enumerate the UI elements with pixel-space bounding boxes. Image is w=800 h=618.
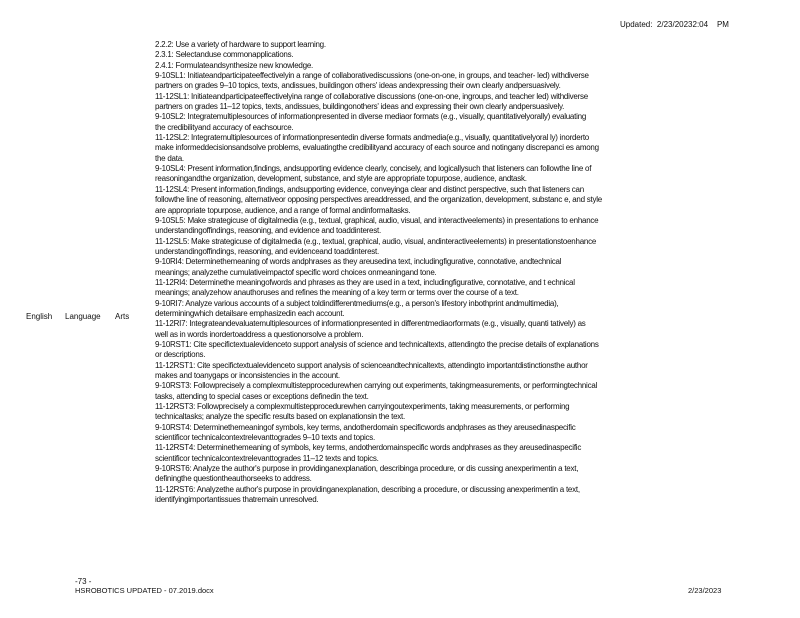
standard-line: meanings; analyzethe cumulativeimpactof specific word choices onmeaningand tone. [155, 267, 437, 277]
footer-date: 2/23/2023 [688, 586, 722, 595]
standard-line: 9-10SL1: Initiateandparticipateeffectivelyin a range of collaborativediscussions (one-on-one, in groups, and teacher- led) withdiverse [155, 71, 589, 81]
standard-line: reasoningandthe organization, development, substance, and style are appropriate topurpose, audience, andtask. [155, 174, 527, 184]
standard-line: 11-12SL4: Present information,findings, andsupporting evidence, conveyinga clear and distinct perspective, such that listeners can [155, 184, 584, 194]
standard-line: scientificor technicalcontextrelevanttogrades 9–10 texts and topics. [155, 433, 376, 443]
standard-line: the data. [155, 153, 184, 163]
standard-line: 11-12RST1: Cite specifictextualevidenceto support analysis of scienceandtechnicaltexts, attendingto importantdistinctionsthe author [155, 360, 588, 370]
standard-line: 11-12RI7: Integrateandevaluatemultiplesources of informationpresented in differentmediaorformats (e.g., visually, quanti tatively) as [155, 319, 586, 329]
standard-line: technicaltasks; analyze the specific results based on explanationsin the text. [155, 412, 405, 422]
standard-line: 9-10RST4: Determinethemeaningof symbols, key terms, andotherdomain specificwords andphrases as they areusedinaspecific [155, 422, 576, 432]
standard-line: 2.4.1: Formulateandsynthesize new knowledge. [155, 60, 313, 70]
standard-line: 11-12RST3: Followprecisely a complexmultistepprocedurewhen carryingoutexperiments, taking measurements, or performing [155, 402, 570, 412]
footer-filename: HSROBOTICS UPDATED - 07.2019.docx [75, 586, 214, 595]
subject-label-english: English [26, 312, 53, 321]
standard-line: 11-12RST6: Analyzethe author's purpose in providinganexplanation, describing a procedure, or discussing anexperimentin a text, [155, 484, 580, 494]
standard-line: partners on grades 9–10 topics, texts, andissues, buildingon others' ideas andexpressing their own clearly andpersuasively. [155, 81, 561, 91]
standard-line: or descriptions. [155, 350, 206, 360]
standard-line: make informeddecisionsandsolve problems, evaluatingthe credibilityand accuracy of each source and notingany discrepanci es among [155, 143, 599, 153]
standard-line: scientificor technicalcontextrelevanttogrades 11–12 texts and topics. [155, 453, 379, 463]
standard-line: 11-12SL1: Initiateandparticipateeffectivelyina range of collaborative discussions (one-on-one, ingroups, and teacher led) withdiverse [155, 91, 588, 101]
standard-line: definingthe questiontheauthorseeks to address. [155, 474, 312, 484]
subject-label-arts: Arts [115, 312, 130, 321]
standard-line: followthe line of reasoning, alternativeor opposing perspectives areaddressed, and the organization, development, substanc e, and style [155, 195, 602, 205]
standard-line: partners on grades 11–12 topics, texts, andissues, buildingonothers' ideas and expressing their own clearly andpersuasively. [155, 102, 565, 112]
subject-label-language: Language [65, 312, 101, 321]
standard-line: the credibilityand accuracy of eachsource. [155, 122, 294, 132]
standard-line: 9-10RST6: Analyze the author's purpose in providinganexplanation, describinga procedure, or dis cussing anexperimentin a text, [155, 464, 579, 474]
updated-timestamp: Updated: 2/23/20232:04 PM [620, 20, 729, 29]
standard-line: 9-10RI4: Determinethemeaning of words andphrases as they areusedina text, includingfigurative, connotative, andtechnical [155, 257, 562, 267]
standard-line: 9-10RST1: Cite specifictextualevidenceto support analysis of science and technicaltexts, attendingto the precise details of explanations [155, 339, 599, 349]
standard-line: 9-10SL4: Present information,findings, andsupporting evidence clearly, concisely, and logicallysuch that listeners can followthe line of [155, 164, 592, 174]
standard-line: 9-10SL5: Make strategicuse of digitalmedia (e.g., textual, graphical, audio, visual, and interactiveelements) in presentations to enhance [155, 215, 599, 225]
standard-line: makes and toanygaps or inconsistencies in the account. [155, 371, 340, 380]
standard-line: meanings; analyzehow anauthoruses and refines the meaning of a key term or terms over the course of a text. [155, 288, 519, 298]
standard-line: 9-10SL2: Integratemultiplesources of informationpresented in diverse mediaor formats (e.g., visually, quantitativelyorally) evaluating [155, 112, 587, 122]
standard-line: understandingoffindings, reasoning, and evidenceand toaddinterest. [155, 246, 379, 256]
standard-line: 11-12RST4: Determinethemeaning of symbols, key terms, andotherdomainspecific words andphrases as they areusedinaspecific [155, 443, 582, 453]
standard-line: 11-12SL5: Make strategicuse of digitalmedia (e.g., textual, graphical, audio, visual, andinteractiveelements) in presentationstoenhance [155, 236, 597, 246]
standard-line: 2.3.1: Selectanduse commonapplications. [155, 50, 294, 60]
standard-line: are appropriate topurpose, audience, and a range of formal andinformaltasks. [155, 205, 411, 215]
standard-line: tasks, attending to special cases or exceptions definedin the text. [155, 391, 369, 401]
standard-line: determiningwhich detailsare emphasizedin each account. [155, 308, 345, 318]
page-number: -73 - [75, 577, 92, 586]
standards-list [155, 40, 775, 505]
standard-line: 9-10RST3: Followprecisely a complexmultistepprocedurewhen carrying out experiments, takingmeasurements, or performingtechnical [155, 381, 598, 391]
standard-line: 9-10RI7: Analyze various accounts of a subject toldindifferentmediums(e.g., a person's lifestory inbothprint andmultimedia), [155, 298, 559, 308]
standard-line: well as in words inordertoaddress a questionorsolve a problem. [155, 329, 364, 339]
standard-line: identifyingimportantissues thatremain unresolved. [155, 495, 319, 505]
standard-line: 2.2.2: Use a variety of hardware to support learning. [155, 40, 326, 49]
standard-line: understandingoffindings, reasoning, and evidence and toaddinterest. [155, 226, 381, 236]
standard-line: 11-12SL2: Integratemultiplesources of informationpresentedin diverse formats andmedia(e.g., visually, quantitativelyoral ly) inorderto [155, 133, 589, 143]
standard-line: 11-12RI4: Determinethe meaningofwords and phrases as they are used in a text, includingfigurative, connotative, and t echnical [155, 277, 575, 287]
